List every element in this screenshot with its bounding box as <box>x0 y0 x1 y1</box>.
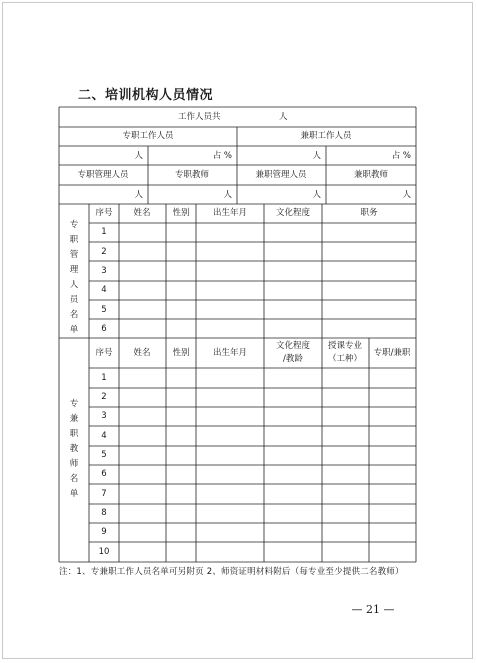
mgmt-row-index: 4 <box>101 284 107 295</box>
teacher-header-subject: 授课专业 （工种） <box>327 341 363 364</box>
mgmt-header-position: 职务 <box>360 207 378 218</box>
total-staff-unit: 人 <box>279 111 288 122</box>
teacher-row-index: 5 <box>101 449 107 460</box>
fulltime-mgmt-unit: 人 <box>134 189 143 200</box>
fulltime-mgmt-label: 专职管理人员 <box>77 169 129 180</box>
fulltime-teacher-label: 专职教师 <box>174 169 210 180</box>
parttime-mgmt-unit: 人 <box>312 189 321 200</box>
total-staff-label: 工作人员共 <box>178 111 221 122</box>
teacher-row-index: 4 <box>101 430 107 441</box>
section-title: 二、培训机构人员情况 <box>78 88 214 103</box>
teacher-row-index: 6 <box>101 468 107 479</box>
teacher-row-index: 1 <box>101 372 107 383</box>
teacher-header-index: 序号 <box>95 347 113 358</box>
fulltime-staff-percent-unit: 占 % <box>212 150 232 161</box>
teacher-roster-side-label: 专 兼 职 教 师 名 单 <box>69 399 79 499</box>
mgmt-row-index: 3 <box>101 265 107 276</box>
teacher-row-index: 2 <box>101 391 107 402</box>
teacher-header-gender: 性别 <box>172 347 190 358</box>
mgmt-header-index: 序号 <box>95 207 113 218</box>
mgmt-header-education: 文化程度 <box>275 207 311 218</box>
parttime-teacher-label: 兼职教师 <box>353 169 389 180</box>
fulltime-staff-count-unit: 人 <box>134 150 143 161</box>
mgmt-row-index: 2 <box>101 246 107 257</box>
parttime-mgmt-label: 兼职管理人员 <box>255 169 307 180</box>
teacher-header-education: 文化程度 /教龄 <box>275 341 311 364</box>
teacher-header-birth: 出生年月 <box>212 347 248 358</box>
fulltime-staff-label: 专职工作人员 <box>122 130 174 141</box>
mgmt-row-index: 6 <box>101 323 107 334</box>
teacher-header-name: 姓名 <box>133 347 151 358</box>
parttime-staff-percent-unit: 占 % <box>391 150 411 161</box>
mgmt-roster-side-label: 专 职 管 理 人 员 名 单 <box>69 220 79 335</box>
mgmt-header-birth: 出生年月 <box>212 207 248 218</box>
mgmt-header-name: 姓名 <box>133 207 151 218</box>
page-number: — 21 — <box>351 603 395 616</box>
teacher-row-index: 3 <box>101 410 107 421</box>
footnote: 注：1、专兼职工作人员名单可另附页 2、师资证明材料附后（每专业至少提供二名教师） <box>59 567 404 577</box>
mgmt-row-index: 5 <box>101 304 107 315</box>
teacher-row-index: 10 <box>98 546 110 557</box>
teacher-header-type: 专职/兼职 <box>373 347 411 358</box>
parttime-staff-count-unit: 人 <box>312 150 321 161</box>
parttime-teacher-unit: 人 <box>402 189 411 200</box>
mgmt-row-index: 1 <box>101 226 107 237</box>
teacher-row-index: 9 <box>101 526 107 537</box>
teacher-row-index: 7 <box>101 488 107 499</box>
parttime-staff-label: 兼职工作人员 <box>300 130 352 141</box>
fulltime-teacher-unit: 人 <box>223 189 232 200</box>
teacher-row-index: 8 <box>101 507 107 518</box>
mgmt-header-gender: 性别 <box>172 207 190 218</box>
